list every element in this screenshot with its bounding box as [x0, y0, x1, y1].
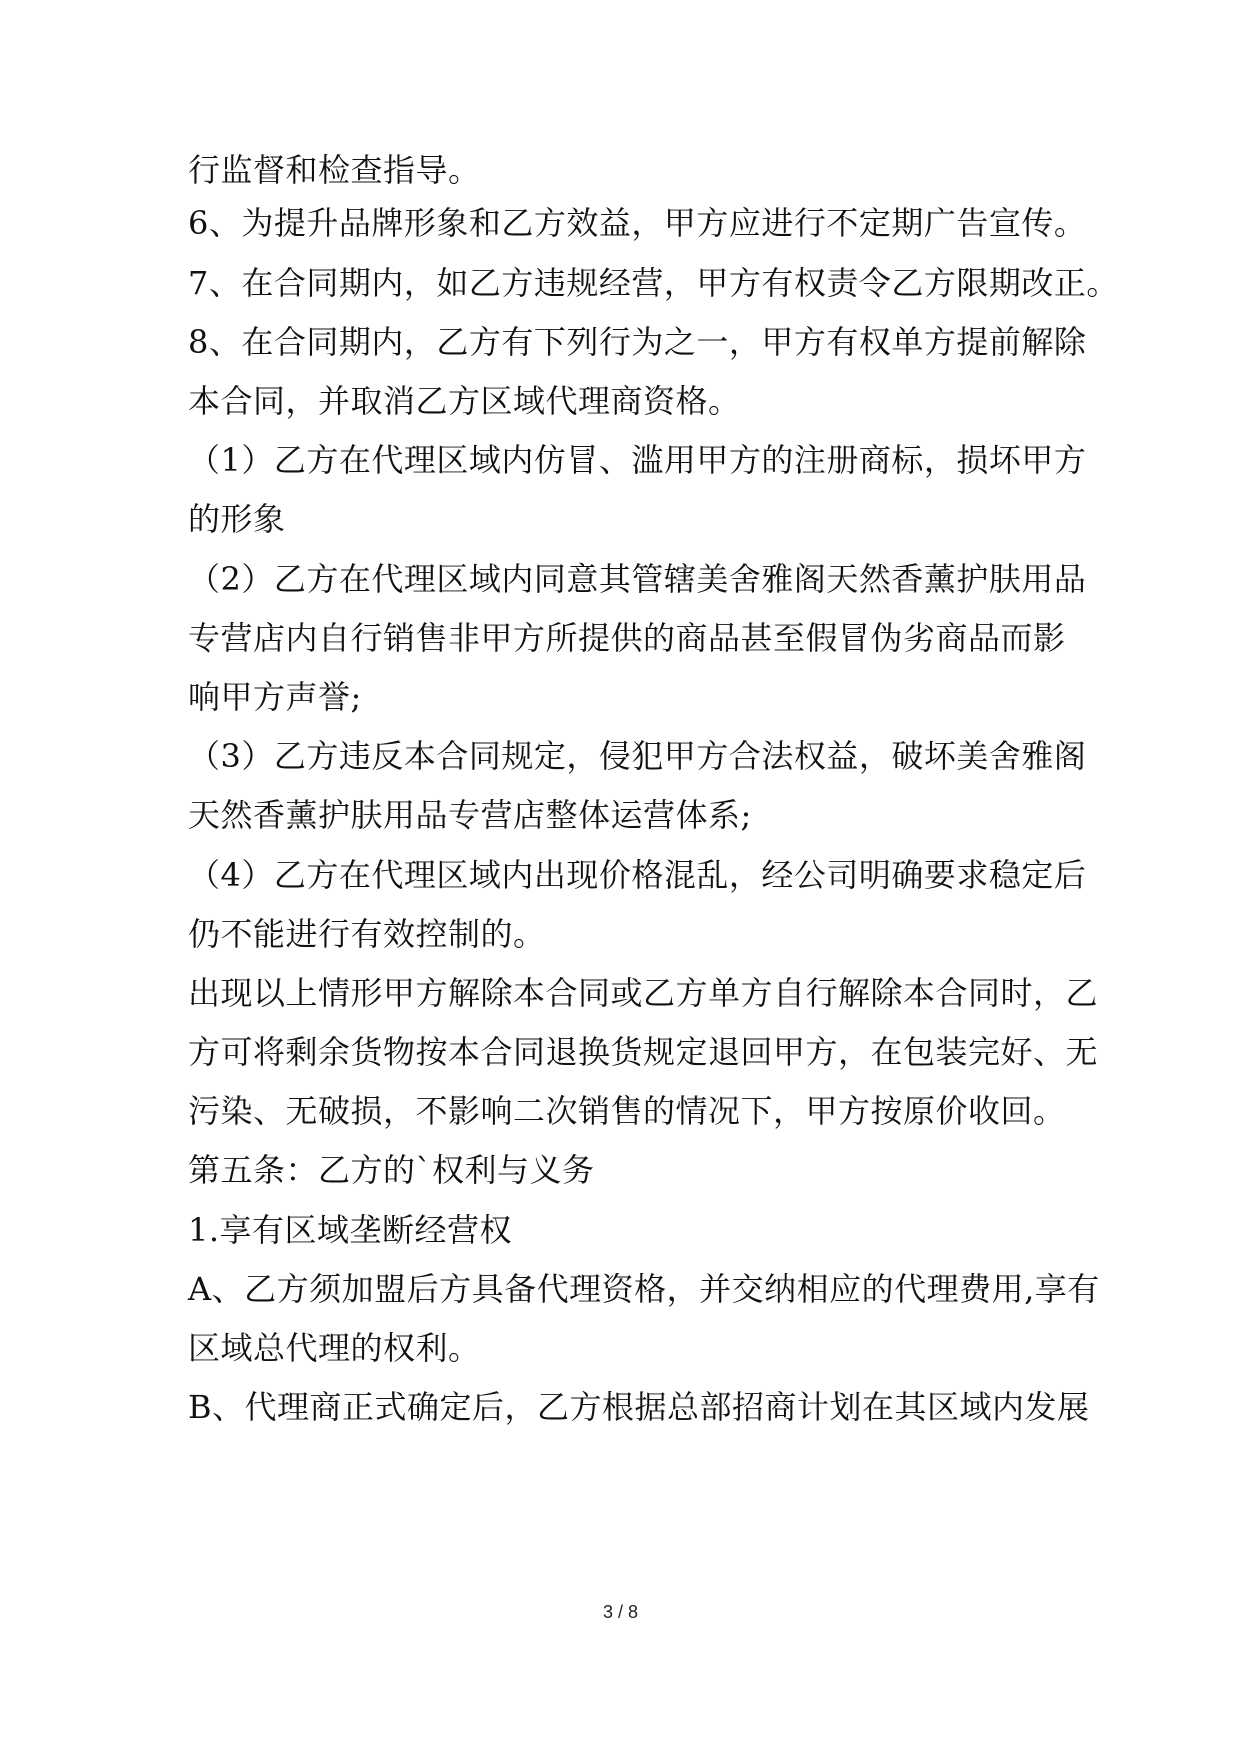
text-line: 响甲方声誉;	[188, 678, 362, 716]
text-line: 7、在合同期内，如乙方违规经营，甲方有权责令乙方限期改正。	[188, 264, 1119, 302]
text-line: A、乙方须加盟后方具备代理资格，并交纳相应的代理费用,享有	[188, 1270, 1100, 1308]
text-line: 行监督和检查指导。	[188, 151, 481, 189]
text-line: 方可将剩余货物按本合同退换货规定退回甲方，在包装完好、无	[188, 1033, 1099, 1071]
text-line: （1）乙方在代理区域内仿冒、滥用甲方的注册商标，损坏甲方	[188, 441, 1087, 479]
text-line: 1.享有区域垄断经营权	[188, 1211, 513, 1249]
text-line: （3）乙方违反本合同规定，侵犯甲方合法权益，破坏美舍雅阁	[188, 737, 1087, 775]
text-line: 污染、无破损，不影响二次销售的情况下，甲方按原价收回。	[188, 1092, 1066, 1130]
text-line: 8、在合同期内，乙方有下列行为之一，甲方有权单方提前解除	[188, 323, 1087, 361]
text-line: 专营店内自行销售非甲方所提供的商品甚至假冒伪劣商品而影	[188, 619, 1066, 657]
text-line: 6、为提升品牌形象和乙方效益，甲方应进行不定期广告宣传。	[188, 204, 1087, 242]
text-line: 区域总代理的权利。	[188, 1329, 481, 1367]
text-line: 仍不能进行有效控制的。	[188, 915, 546, 953]
text-line: 的形象	[188, 500, 286, 538]
text-line: （4）乙方在代理区域内出现价格混乱，经公司明确要求稳定后	[188, 856, 1087, 894]
text-line: 出现以上情形甲方解除本合同或乙方单方自行解除本合同时，乙	[188, 974, 1099, 1012]
page-number: 3 / 8	[602, 1602, 639, 1622]
text-line: 天然香薰护肤用品专营店整体运营体系;	[188, 796, 752, 834]
text-line: （2）乙方在代理区域内同意其管辖美舍雅阁天然香薰护肤用品	[188, 560, 1087, 598]
text-line: B、代理商正式确定后，乙方根据总部招商计划在其区域内发展	[188, 1388, 1090, 1426]
section-heading: 第五条：乙方的`权利与义务	[188, 1151, 595, 1189]
text-line: 本合同，并取消乙方区域代理商资格。	[188, 382, 741, 420]
